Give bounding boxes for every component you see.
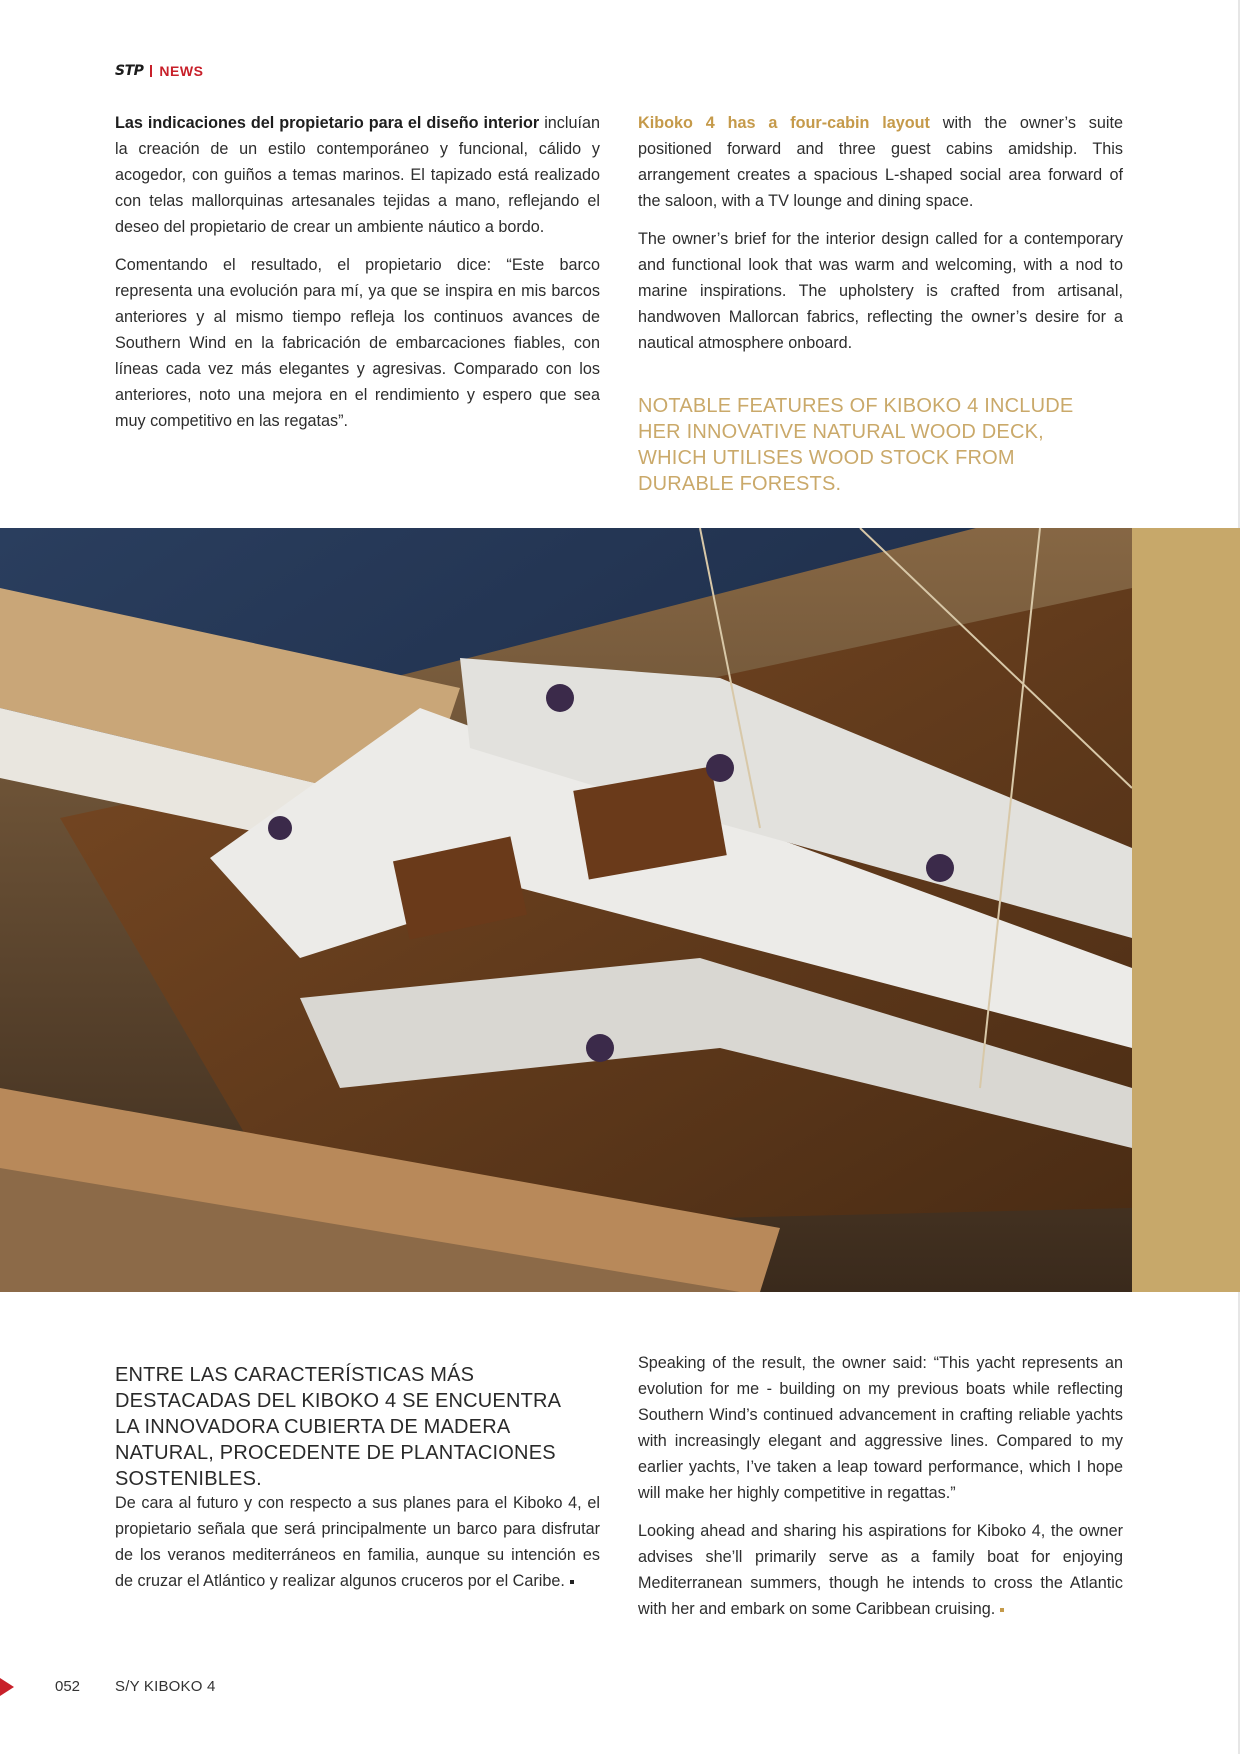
paragraph xyxy=(115,110,600,240)
paragraph-text: incluían la creación de un estilo contemporáneo y funcional, cálido y acogedor, con guiños a temas marinos. El tapizado está realizado con telas mallorquinas artesanales tejidas a mano, reflejando el deseo del propietario de crear un ambiente náutico a bordo. xyxy=(115,114,600,236)
spanish-column-top xyxy=(115,110,600,446)
paragraph-text: De cara al futuro y con respecto a sus planes para el Kiboko 4, el propietario señala que será principalmente un barco para disfrutar de los veranos mediterráneos en familia, aunque su intención es de cruzar el Atlántico y realizar algunos cruceros por el Caribe. xyxy=(115,1494,600,1590)
footer-title: S/Y KIBOKO 4 xyxy=(115,1678,216,1695)
header-separator xyxy=(150,65,152,77)
page-number: 052 xyxy=(55,1678,81,1695)
end-of-article-mark xyxy=(1000,1608,1004,1612)
pullquote-english: NOTABLE FEATURES OF KIBOKO 4 INCLUDE HER INNOVATIVE NATURAL WOOD DECK, WHICH UTILISES WOOD STOCK FROM DURABLE FORESTS. xyxy=(638,395,1074,495)
paragraph xyxy=(115,1490,600,1594)
stp-logo: STP xyxy=(115,63,144,79)
paragraph-text: with the owner’s suite positioned forward and three guest cabins amidship. This arrangement creates a spacious L-shaped social area forward of the saloon, with a TV lounge and dining space. xyxy=(638,114,1124,210)
end-of-article-mark xyxy=(570,1580,574,1584)
paragraph-lead: Las indicaciones del propietario para el diseño interior xyxy=(115,114,540,132)
section-label: NEWS xyxy=(159,63,204,79)
gold-side-bar xyxy=(1132,528,1240,1292)
footer-arrow-icon xyxy=(0,1678,14,1696)
page-header xyxy=(115,62,203,80)
pullquote-spanish: ENTRE LAS CARACTERÍSTICAS MÁS DESTACADAS DEL KIBOKO 4 SE ENCUENTRA LA INNOVADORA CUBIERTA DE MADERA NATURAL, PROCEDENTE DE PLANTACIONES SOSTENIBLES. xyxy=(115,1364,561,1490)
yacht-deck-photo xyxy=(0,528,1132,1292)
paragraph: Speaking of the result, the owner said: “This yacht represents an evolution for me - building on my previous boats while reflecting Southern Wind’s continued advancement in crafting reliable yachts with increasingly elegant and aggressive lines. Compared to my earlier yachts, I’ve taken a leap toward performance, which I hope will make her highly competitive in regattas.” xyxy=(638,1354,1123,1502)
paragraph-lead: Kiboko 4 has a four-cabin layout xyxy=(638,114,930,132)
paragraph-text: Looking ahead and sharing his aspirations for Kiboko 4, the owner advises she’ll primarily serve as a family boat for enjoying Mediterranean summers, though he intends to cross the Atlantic with her and embark on some Caribbean cruising. xyxy=(638,1522,1123,1618)
paragraph: Comentando el resultado, el propietario dice: “Este barco representa una evolución para mí, ya que se inspira en mis barcos anteriores y al mismo tiempo refleja los continuos avances de Southern Wind en la fabricación de embarcaciones fiables, con líneas cada vez más elegantes y agresivas. Comparado con los anteriores, noto una mejora en el rendimiento y espero que sea muy competitivo en las regatas”. xyxy=(115,256,600,430)
english-column-top xyxy=(638,110,1123,368)
yacht-deck-illustration xyxy=(0,528,1132,1292)
english-column-bottom xyxy=(638,1350,1123,1634)
spanish-column-bottom xyxy=(115,1490,600,1606)
paragraph: The owner’s brief for the interior design called for a contemporary and functional look that was warm and welcoming, with a nod to marine inspirations. The upholstery is crafted from artisanal, handwoven Mallorcan fabrics, reflecting the owner’s desire for a nautical atmosphere onboard. xyxy=(638,230,1123,352)
paragraph xyxy=(638,1518,1123,1622)
paragraph xyxy=(638,110,1123,214)
